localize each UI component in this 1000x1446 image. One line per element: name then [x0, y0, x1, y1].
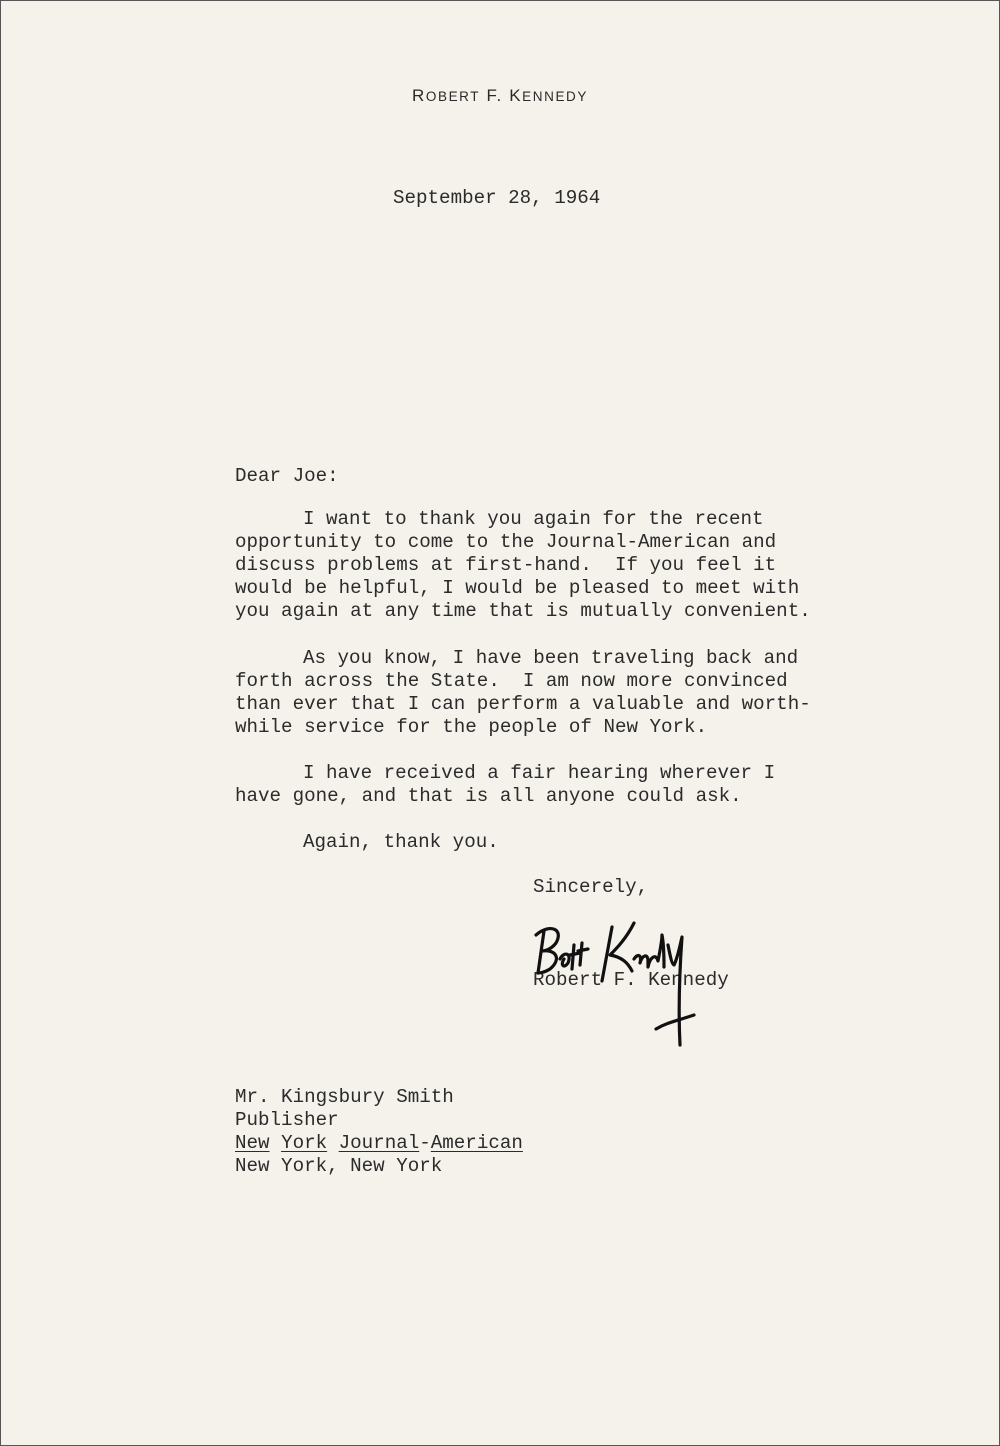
paragraph-1 — [235, 508, 835, 623]
paragraph-2 — [235, 647, 835, 739]
closing: Sincerely, — [533, 876, 649, 898]
paragraph-line: would be helpful, I would be pleased to meet with — [235, 577, 800, 599]
org-word: American — [430, 1132, 523, 1154]
paragraph-line: Again, thank you. — [303, 831, 499, 853]
recipient-name: Mr. Kingsbury Smith — [235, 1086, 454, 1108]
recipient-address — [235, 1086, 835, 1178]
paragraph-line: As you know, I have been traveling back and — [303, 647, 799, 669]
recipient-title: Publisher — [235, 1109, 339, 1131]
paragraph-line: while service for the people of New York. — [235, 716, 708, 738]
paragraph-line: than ever that I can perform a valuable and worth- — [235, 693, 811, 715]
recipient-city: New York, New York — [235, 1155, 443, 1177]
salutation: Dear Joe: — [235, 465, 339, 487]
letterhead-name: ROBERT F. KENNEDY — [411, 86, 589, 105]
paragraph-4 — [235, 831, 835, 854]
letter-date: September 28, 1964 — [393, 187, 601, 209]
paragraph-line: discuss problems at first-hand. If you feel it — [235, 554, 777, 576]
paragraph-line: I want to thank you again for the recent — [303, 508, 764, 530]
letterhead — [0, 86, 1000, 106]
paragraph-line: you again at any time that is mutually convenient. — [235, 600, 811, 622]
org-word: New — [235, 1132, 270, 1154]
org-word: Journal — [338, 1132, 420, 1154]
recipient-organization: New York Journal-American — [235, 1132, 523, 1154]
paragraph-line: I have received a fair hearing wherever I — [303, 762, 776, 784]
paragraph-3 — [235, 762, 835, 808]
paragraph-line: opportunity to come to the Journal-American and — [235, 531, 777, 553]
handwritten-signature — [530, 915, 710, 1055]
paragraph-line: have gone, and that is all anyone could ask. — [235, 785, 742, 807]
org-word: York — [281, 1132, 328, 1154]
paragraph-line: forth across the State. I am now more convinced — [235, 670, 788, 692]
typed-name: Robert F. Kennedy — [533, 969, 729, 991]
